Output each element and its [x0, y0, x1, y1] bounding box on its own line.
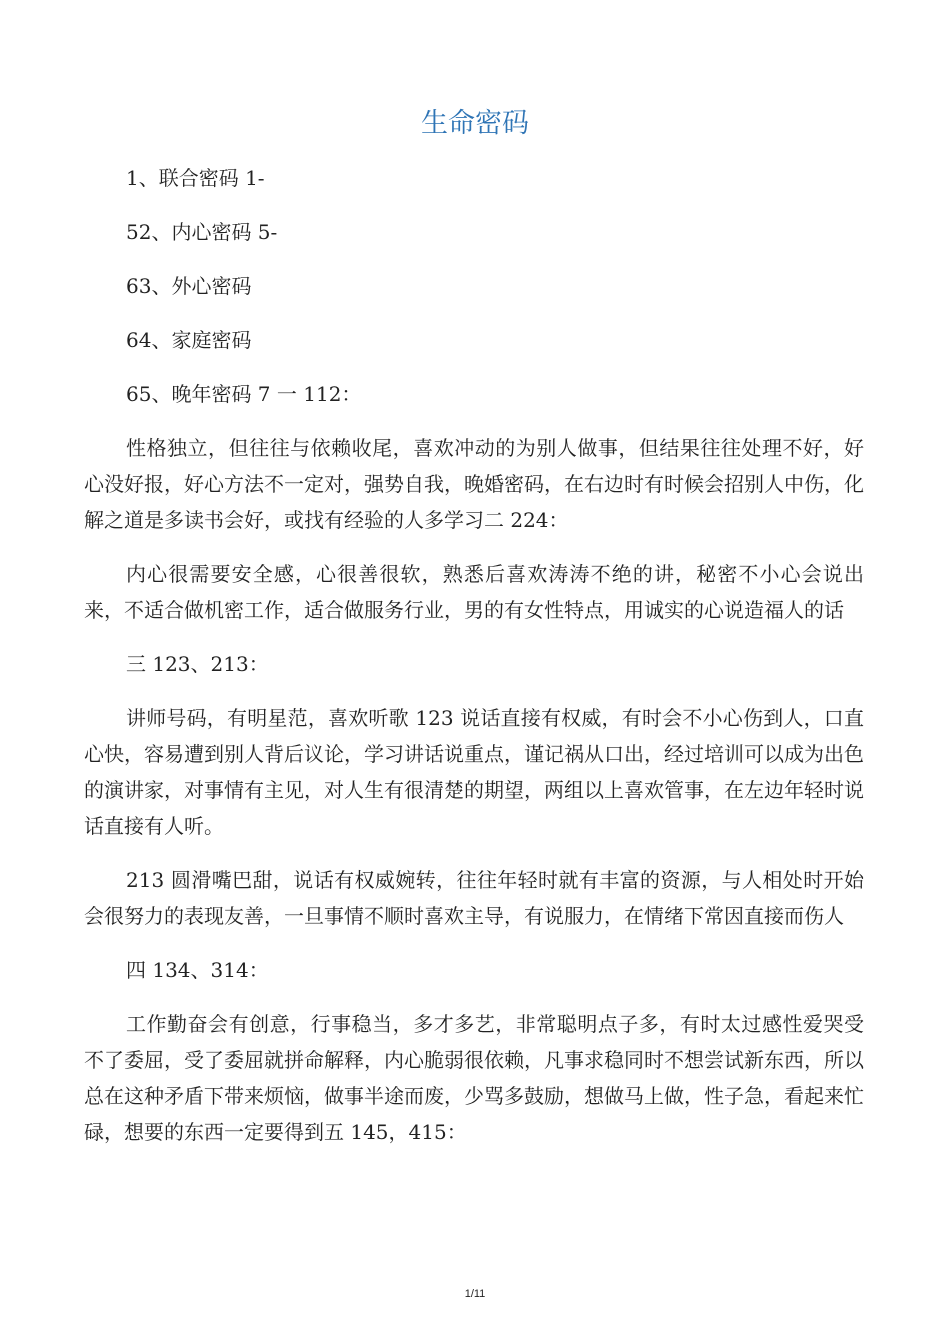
section-heading: 三 123、213：	[126, 652, 269, 676]
paragraph: 讲师号码，有明星范，喜欢听歌 123 说话直接有权威，有时会不小心伤到人，口直心快，容易遭到别人背后议论，学习讲话说重点，谨记祸从口出，经过培训可以成为出色的演讲家，对事情有主见，对人生有很清楚的期望，两组以上喜欢管事，在左边年轻时说话直接有人听。	[84, 706, 864, 838]
list-item: 63、外心密码	[126, 274, 252, 298]
paragraph: 工作勤奋会有创意，行事稳当，多才多艺，非常聪明点子多，有时太过感性爱哭受不了委屈，受了委屈就拼命解释，内心脆弱很依赖，凡事求稳同时不想尝试新东西，所以总在这种矛盾下带来烦恼，做事半途而废，少骂多鼓励，想做马上做，性子急，看起来忙碌，想要的东西一定要得到五 145，415：	[84, 1012, 864, 1144]
document-body	[84, 160, 864, 1168]
list-item: 1、联合密码 1-	[126, 166, 265, 190]
list-item: 64、家庭密码	[126, 328, 252, 352]
list-item: 65、晚年密码 7 一 112：	[126, 382, 362, 406]
document-title: 生命密码	[421, 108, 529, 139]
paragraph: 213 圆滑嘴巴甜，说话有权威婉转，往往年轻时就有丰富的资源，与人相处时开始会很努力的表现友善，一旦事情不顺时喜欢主导，有说服力，在情绪下常因直接而伤人	[84, 868, 864, 928]
paragraph: 性格独立，但往往与依赖收尾，喜欢冲动的为别人做事，但结果往往处理不好，好心没好报，好心方法不一定对，强势自我，晚婚密码，在右边时有时候会招别人中伤，化解之道是多读书会好，或找有经验的人多学习二 224：	[84, 436, 864, 532]
page-number: 1/11	[464, 1288, 486, 1300]
paragraph: 内心很需要安全感，心很善很软，熟悉后喜欢涛涛不绝的讲，秘密不小心会说出来，不适合做机密工作，适合做服务行业，男的有女性特点，用诚实的心说造福人的话	[84, 562, 864, 622]
section-heading: 四 134、314：	[126, 958, 269, 982]
list-item: 52、内心密码 5-	[126, 220, 278, 244]
